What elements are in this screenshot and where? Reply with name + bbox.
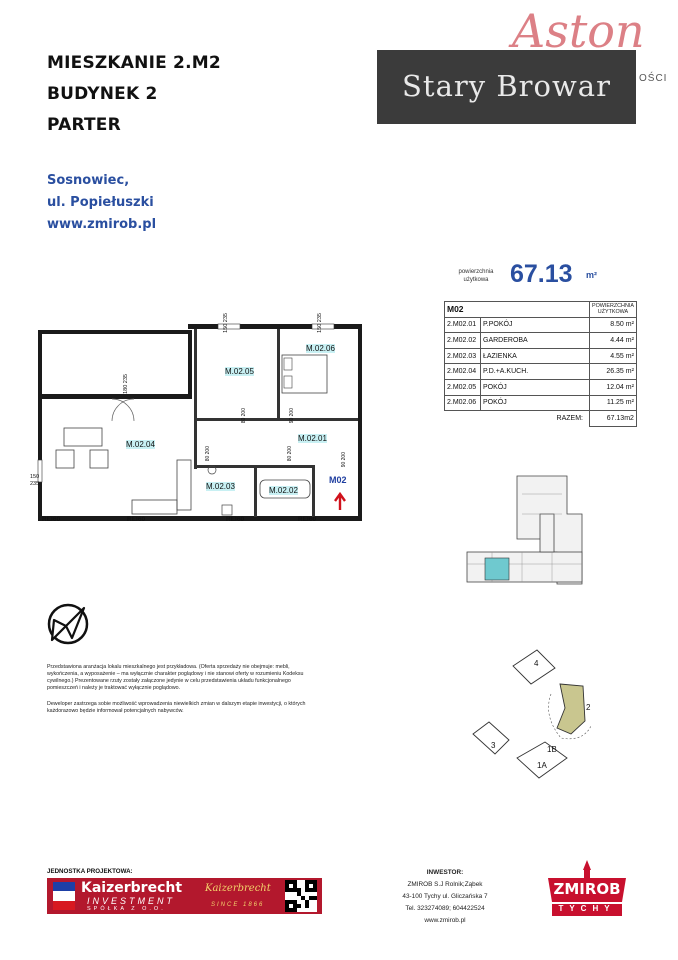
area-header-line1: POWIERZCHNIA [592,303,634,310]
aston-logo: Aston [512,4,645,58]
dim-label: 150 235 [30,474,40,487]
title-building: BUDYNEK 2 [47,84,158,104]
room-table-code: M02 [445,302,590,318]
room-name: GARDEROBA [481,333,590,349]
room-label: M.02.03 [206,482,235,491]
building-number: 1B [547,745,557,754]
kaizerbrecht-sub2: SPÓŁKA Z O.O. [87,906,166,912]
table-row [445,395,637,411]
investor-name: ZMIROB S.J Rolnik;Ząbek [407,881,483,888]
investor-website[interactable]: www.zmirob.pl [424,917,466,924]
investor-block [370,867,520,927]
kaizerbrecht2-logo: Kaizerbrecht [205,883,271,894]
room-name: POKÓJ [481,395,590,411]
room-label: M.02.04 [126,440,155,449]
kaizerbrecht-logo: Kaizerbrecht [81,880,183,896]
table-row [445,348,637,364]
building-number: 3 [491,741,496,750]
location-street: ul. Popiełuszki [47,195,154,210]
dim-label: 180 235 [123,374,129,394]
disclaimer-text-2: Deweloper zastrzega sobie możliwość wprowadzenia niewielkich zmian w dalszym etapie inwestycji, o których każdorazowo będzie informował potencjalnych nabywców. [47,701,306,714]
title-apartment: MIESZKANIE 2.M2 [47,53,221,73]
room-id: 2.M02.05 [445,379,481,395]
building-number: 1A [537,761,547,770]
area-label [448,268,504,284]
area-label-line1: powierzchnia [458,269,494,275]
total-label: RAZEM: [556,415,583,423]
design-unit-label: JEDNOSTKA PROJEKTOWA: [47,868,133,875]
floor-plan [22,310,372,530]
area-label-line2: użytkowa [463,277,489,283]
aston-logo-fragment: OŚCI [639,73,668,84]
location-website[interactable]: www.zmirob.pl [47,217,157,232]
room-label: M.02.01 [298,434,327,443]
room-name: P.POKÓJ [481,317,590,333]
room-area: 26.35 m² [590,364,637,380]
room-area: 4.55 m² [590,348,637,364]
area-unit: m² [586,270,597,280]
fire-label: REI60 [226,516,245,523]
design-unit-logo-banner [47,878,322,914]
qr-code-icon [285,880,317,912]
fire-label: REI60 [127,516,146,523]
fire-label: REI60 [298,516,317,523]
dim-label: 90 200 [289,408,295,424]
investor-address: 43-100 Tychy ul. Gliczańska 7 [402,893,488,900]
room-id: 2.M02.03 [445,348,481,364]
stary-browar-banner: Stary Browar [377,50,636,124]
building-number: 4 [534,659,539,668]
dim-label: 150 235 [317,313,323,333]
dim-label: 80 200 [287,446,293,462]
room-area: 8.50 m² [590,317,637,333]
kaizerbrecht-sub: INVESTMENT [87,896,176,906]
kaizerbrecht2-sub: SINCE 1866 [211,902,265,908]
room-area: 12.04 m² [590,379,637,395]
room-id: 2.M02.06 [445,395,481,411]
dim-label: 80 200 [205,446,211,462]
dim-label: 150 235 [223,313,229,333]
disclaimer-text-1: Przedstawiona aranżacja lokalu mieszkalnego jest przykładowa. (Oferta sprzedaży nie obejmuje: mebli, wykończenia, a wyposażenie – ma wyłącznie charakter poglądowy i nie stanowi oferty w rozumieniu Kodeksu cywilnego.) Prezentowane rzuty zostały załączone jedynie w celu przedstawienia układu funkcjonalnego pomieszczeń i należy je traktować wyłącznie poglądowo. [47,664,304,691]
area-value: 67.13 [510,260,573,288]
unit-code: M02 [329,475,347,485]
zmirob-name: ZMIROB [553,880,621,898]
table-row [445,364,637,380]
room-id: 2.M02.04 [445,364,481,380]
investor-phone: Tel. 323274089; 604422524 [405,905,485,912]
fire-label: REI60 [42,516,61,523]
table-row [445,379,637,395]
room-label: M.02.06 [306,344,335,353]
table-row [445,333,637,349]
room-area: 11.25 m² [590,395,637,411]
dim-label: 80 200 [241,408,247,424]
table-row [445,317,637,333]
room-name: P.D.+A.KUCH. [481,364,590,380]
investor-label: INWESTOR: [426,869,464,876]
room-id: 2.M02.01 [445,317,481,333]
eu-flag-icon [53,882,75,910]
room-name: POKÓJ [481,379,590,395]
room-area: 4.44 m² [590,333,637,349]
zmirob-logo [542,858,632,920]
area-header-line2: UŻYTKOWA [597,309,629,316]
total-value: 67.13m2 [590,411,637,427]
room-table [444,301,637,427]
title-floor: PARTER [47,115,121,135]
room-id: 2.M02.02 [445,333,481,349]
room-label: M.02.05 [225,367,254,376]
building-key-plan [462,474,612,609]
location-city: Sosnowiec, [47,173,130,188]
zmirob-city: TYCHY [558,904,616,913]
building-number: 2 [586,703,591,712]
room-label: M.02.02 [269,486,298,495]
room-name: ŁAZIENKA [481,348,590,364]
dim-label: 90 200 [341,452,347,468]
compass-icon [44,600,92,648]
room-table-area-header [590,302,637,318]
